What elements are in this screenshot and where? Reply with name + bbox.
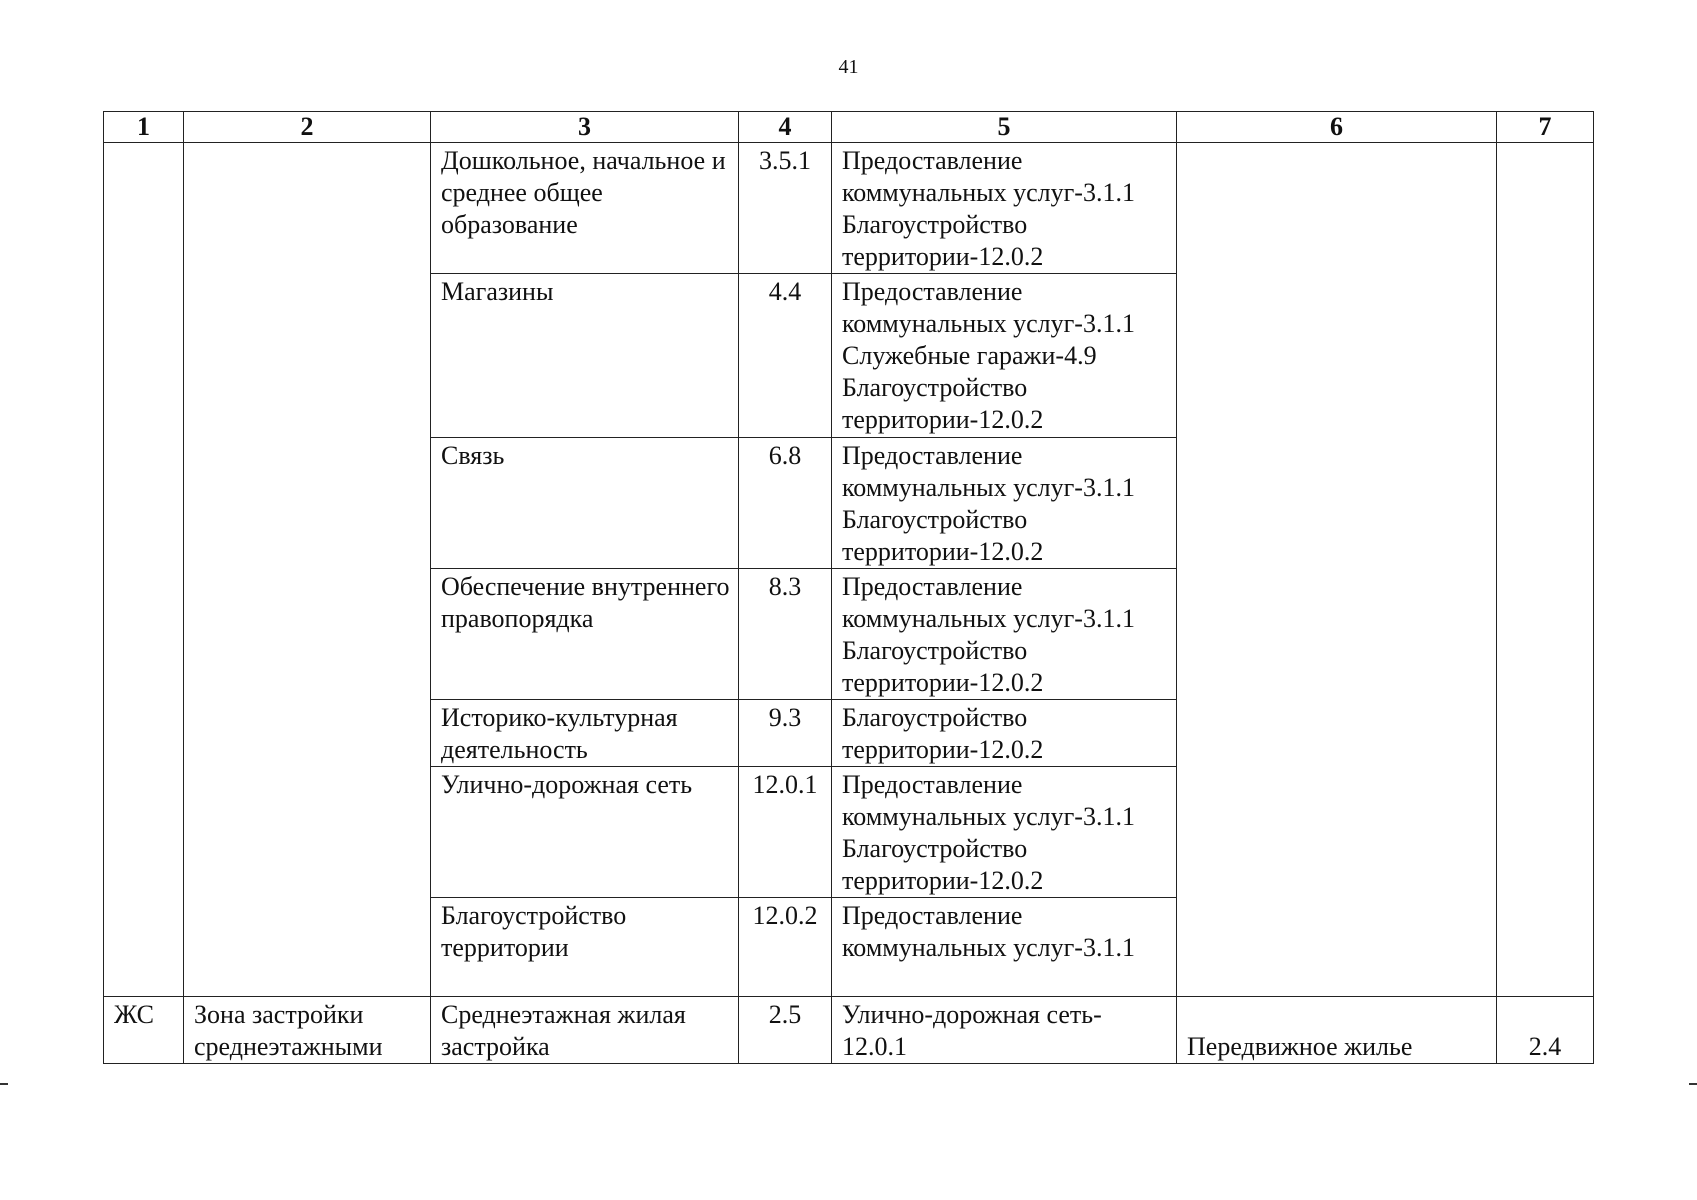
auxiliary-use-cell: Улично-дорожная сеть- 12.0.1 <box>832 997 1177 1064</box>
auxiliary-use-cell: Благоустройство территории-12.0.2 <box>832 700 1177 767</box>
use-name-cell: Дошкольное, начальное и среднее общее образование <box>431 143 739 274</box>
auxiliary-use-cell: Предоставление коммунальных услуг-3.1.1 Благоустройство территории-12.0.2 <box>832 438 1177 569</box>
zone-name-cell <box>184 143 431 997</box>
use-name-cell: Обеспечение внутреннего правопорядка <box>431 569 739 700</box>
use-name-cell: Улично-дорожная сеть <box>431 767 739 898</box>
zone-code-cell <box>104 143 184 997</box>
use-code-cell: 3.5.1 <box>739 143 832 274</box>
header-col-5: 5 <box>832 112 1177 143</box>
auxiliary-use-cell: Предоставление коммунальных услуг-3.1.1 Служебные гаражи-4.9 Благоустройство территории-12.0.2 <box>832 274 1177 438</box>
auxiliary-use-cell: Предоставление коммунальных услуг-3.1.1 <box>832 898 1177 997</box>
use-code-cell: 12.0.1 <box>739 767 832 898</box>
margin-tick-right <box>1689 1083 1697 1085</box>
auxiliary-use-cell: Предоставление коммунальных услуг-3.1.1 Благоустройство территории-12.0.2 <box>832 569 1177 700</box>
table-body <box>104 143 1594 1064</box>
conditional-use-cell: Передвижное жилье <box>1177 997 1497 1064</box>
header-col-6: 6 <box>1177 112 1497 143</box>
conditional-code-cell <box>1497 143 1594 997</box>
use-name-cell: Связь <box>431 438 739 569</box>
use-code-cell: 4.4 <box>739 274 832 438</box>
header-row <box>104 112 1594 143</box>
header-col-4: 4 <box>739 112 832 143</box>
header-col-3: 3 <box>431 112 739 143</box>
conditional-use-cell <box>1177 143 1497 997</box>
table-row <box>104 143 1594 274</box>
zone-code-cell: ЖС <box>104 997 184 1064</box>
use-code-cell: 12.0.2 <box>739 898 832 997</box>
zoning-table <box>103 111 1594 1064</box>
header-col-7: 7 <box>1497 112 1594 143</box>
use-code-cell: 8.3 <box>739 569 832 700</box>
table-row <box>104 997 1594 1064</box>
auxiliary-use-cell: Предоставление коммунальных услуг-3.1.1 Благоустройство территории-12.0.2 <box>832 143 1177 274</box>
use-code-cell: 6.8 <box>739 438 832 569</box>
use-name-cell: Среднеэтажная жилая застройка <box>431 997 739 1064</box>
conditional-code-cell: 2.4 <box>1497 997 1594 1064</box>
use-code-cell: 2.5 <box>739 997 832 1064</box>
use-name-cell: Историко-культурная деятельность <box>431 700 739 767</box>
auxiliary-use-cell: Предоставление коммунальных услуг-3.1.1 Благоустройство территории-12.0.2 <box>832 767 1177 898</box>
header-col-1: 1 <box>104 112 184 143</box>
zone-name-cell: Зона застройки среднеэтажными <box>184 997 431 1064</box>
use-name-cell: Благоустройство территории <box>431 898 739 997</box>
use-code-cell: 9.3 <box>739 700 832 767</box>
page-number: 41 <box>838 56 859 78</box>
table-header <box>104 112 1594 143</box>
header-col-2: 2 <box>184 112 431 143</box>
use-name-cell: Магазины <box>431 274 739 438</box>
margin-tick-left <box>0 1083 8 1085</box>
